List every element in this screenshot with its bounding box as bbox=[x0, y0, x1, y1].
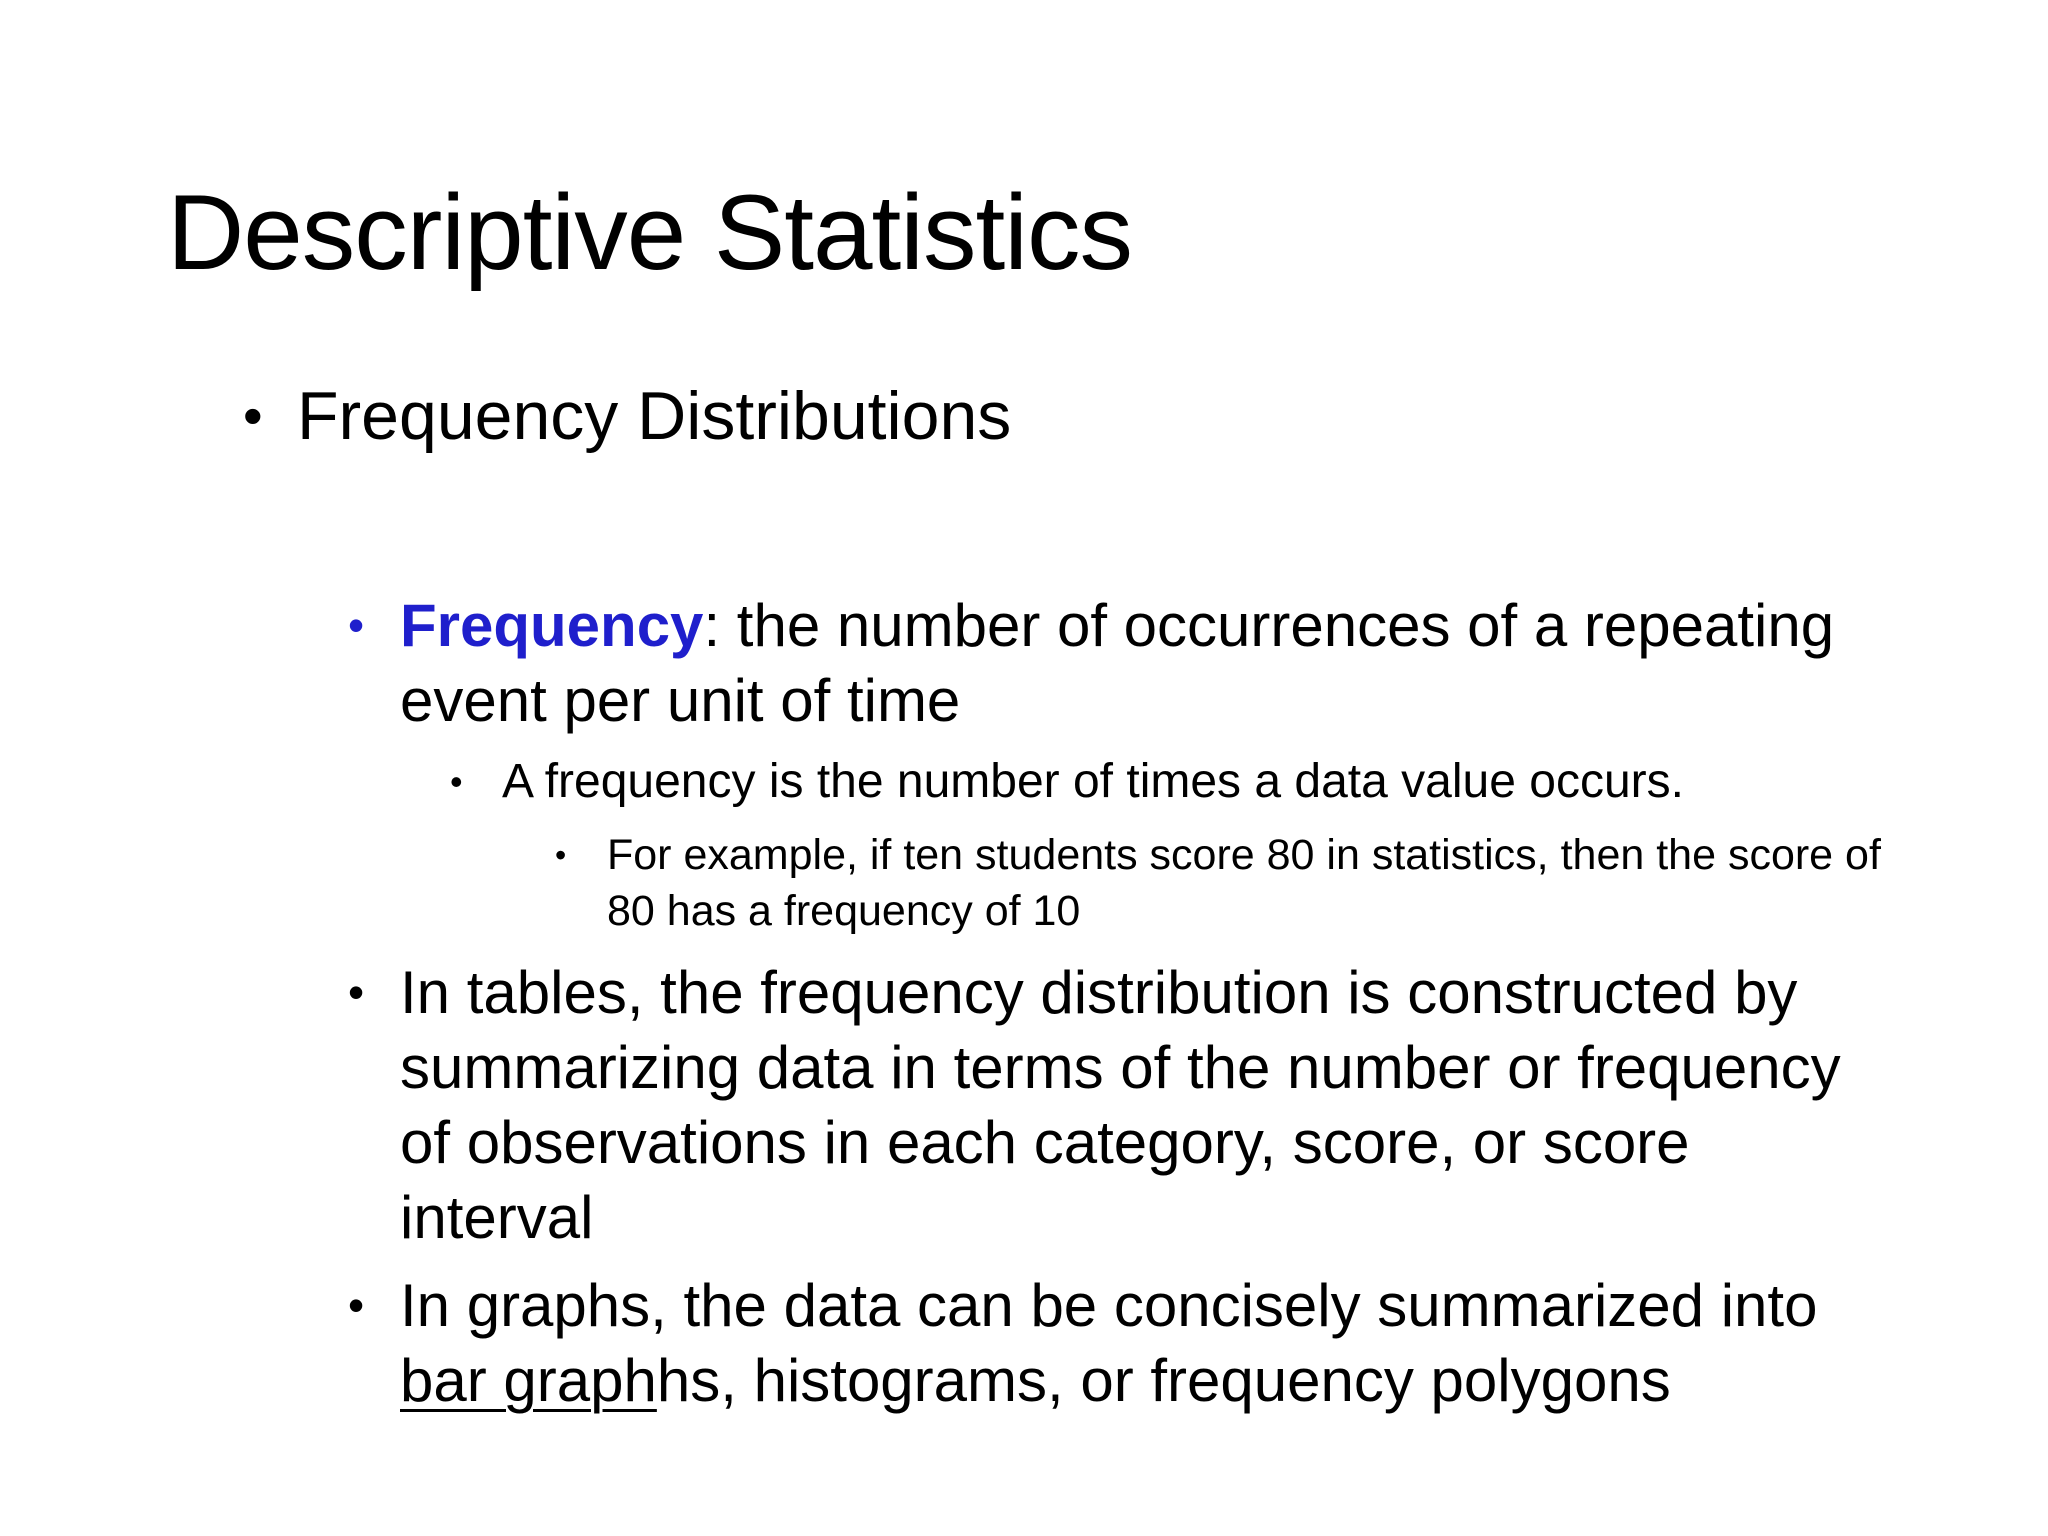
definition-term: Frequency bbox=[400, 592, 704, 659]
bullet-frequency-definition bbox=[348, 588, 1860, 738]
bullet-text: For example, if ten students score 80 in statistics, then the score of 80 has a frequency of 10 bbox=[607, 831, 1881, 935]
bullet-text: Frequency Distributions bbox=[297, 378, 1012, 454]
graphs-text-after: hs, histograms, or frequency polygons bbox=[656, 1347, 1671, 1414]
bullet-text: A frequency is the number of times a data value occurs. bbox=[502, 755, 1684, 808]
definition-rest: : the number of occurrences of a repeating event per unit of time bbox=[400, 592, 1835, 734]
bullet-tables bbox=[348, 955, 1860, 1255]
graphs-text bbox=[400, 1268, 1860, 1418]
bullet-frequency-distributions bbox=[243, 375, 1697, 457]
bullet-frequency-count bbox=[450, 752, 1902, 812]
slide-title: Descriptive Statistics bbox=[167, 172, 1133, 292]
bullet-example bbox=[555, 827, 1937, 939]
bullet-dot: • bbox=[243, 384, 263, 447]
bullet-dot: • bbox=[348, 966, 365, 1018]
bullet-graphs bbox=[348, 1268, 1860, 1418]
bullet-dot: • bbox=[555, 837, 567, 873]
graphs-text-before: In graphs, the data can be concisely summarized into bbox=[400, 1272, 1818, 1339]
bullet-dot: • bbox=[348, 599, 365, 651]
bullet-dot: • bbox=[348, 1279, 365, 1331]
bar-graph-link[interactable]: bar graph bbox=[400, 1347, 657, 1414]
bullet-text: In tables, the frequency distribution is constructed by summarizing data in terms of the number or frequency of observations in each category, score, or score interval bbox=[400, 959, 1841, 1251]
bullet-dot: • bbox=[450, 761, 463, 802]
definition-text bbox=[400, 588, 1860, 738]
